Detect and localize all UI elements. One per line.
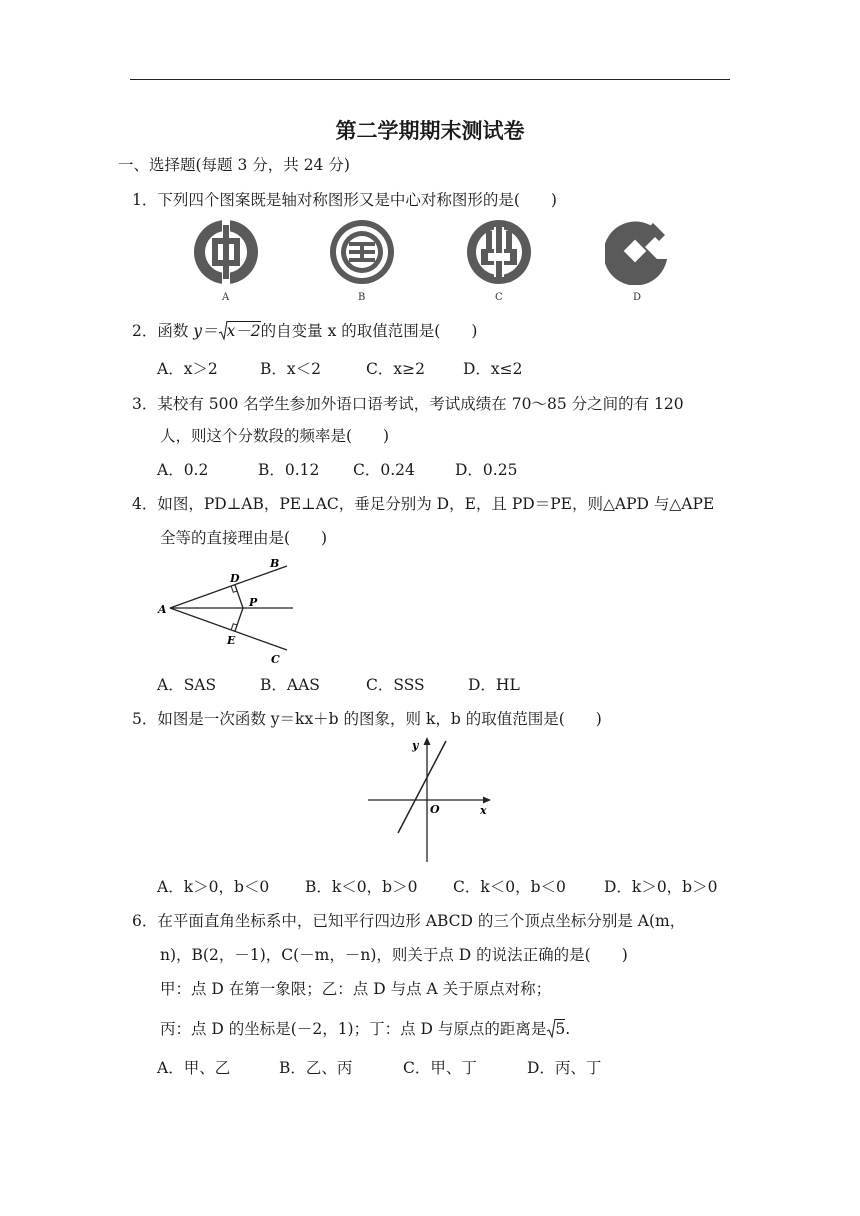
q4-label-c: C <box>271 653 280 666</box>
q4-label-a: A <box>158 603 167 616</box>
logo-c-label: C <box>495 292 503 303</box>
q2-stem-pre: 2．函数 <box>132 322 194 340</box>
q2-stem-post: 的自变量 x 的取值范围是( ) <box>260 322 478 340</box>
q5-option-b: B．k＜0，b＞0 <box>305 878 418 896</box>
q6-line2: n)，B(2，－1)，C(－m，－n)，则关于点 D 的说法正确的是( ) <box>160 946 628 964</box>
q4-option-d: D．HL <box>468 676 520 694</box>
logo-a <box>193 219 259 285</box>
q6-option-a: A．甲、乙 <box>157 1059 231 1077</box>
q2-option-b: B．x＜2 <box>260 360 321 378</box>
q2-func: y＝ <box>193 322 218 340</box>
q6-line4-post: . <box>565 1020 571 1038</box>
q4-option-a: A．SAS <box>157 676 217 694</box>
q6-radicand: 5 <box>555 1020 566 1038</box>
q5-label-y: y <box>412 739 419 752</box>
q4-options <box>157 674 520 696</box>
q3-line2: 人，则这个分数段的频率是( ) <box>160 427 390 445</box>
q6-line1: 6．在平面直角坐标系中，已知平行四边形 ABCD 的三个顶点坐标分别是 A(m， <box>132 912 686 930</box>
q2-option-c: C．x≥2 <box>366 360 425 378</box>
q6-line4-pre: 丙：点 D 的坐标是(－2，1)；丁：点 D 与原点的距离是 <box>160 1020 547 1038</box>
q6-option-c: C．甲、丁 <box>403 1059 477 1077</box>
q2-options <box>157 358 523 380</box>
q6-option-b: B．乙、丙 <box>279 1059 353 1077</box>
page-title: 第二学期期末测试卷 <box>335 119 525 143</box>
logo-d <box>605 219 671 285</box>
q5-label-x: x <box>480 804 487 817</box>
q3-line1: 3．某校有 500 名学生参加外语口语考试，考试成绩在 70～85 分之间的有 120 <box>132 395 684 413</box>
q5-option-c: C．k＜0，b＜0 <box>453 878 566 896</box>
q2-option-d: D．x≤2 <box>463 360 523 378</box>
q4-label-e: E <box>227 634 236 647</box>
q5-stem: 5．如图是一次函数 y＝kx＋b 的图象，则 k，b 的取值范围是( ) <box>132 710 602 728</box>
logo-b-label: B <box>358 292 366 303</box>
q6-line3: 甲：点 D 在第一象限；乙：点 D 与点 A 关于原点对称； <box>160 980 552 998</box>
header-rule <box>130 79 730 80</box>
logo-a-label: A <box>222 292 230 303</box>
q5-option-a: A．k＞0，b＜0 <box>157 878 270 896</box>
q1-stem: 1．下列四个图案既是轴对称图形又是中心对称图形的是( ) <box>132 191 557 209</box>
q4-line1: 4．如图，PD⊥AB，PE⊥AC，垂足分别为 D，E，且 PD＝PE，则△APD 与△APE <box>132 495 715 513</box>
q6-sqrt <box>546 1018 565 1040</box>
q4-option-b: B．AAS <box>260 676 320 694</box>
section-heading: 一、选择题(每题 3 分，共 24 分) <box>118 156 350 174</box>
q2-option-a: A．x＞2 <box>157 360 218 378</box>
q5-options <box>157 876 717 898</box>
q4-label-b: B <box>270 557 280 570</box>
q2-stem <box>132 320 477 342</box>
q6-line4 <box>160 1018 570 1040</box>
logo-b <box>329 219 395 285</box>
q4-label-p: P <box>249 596 258 609</box>
q3-option-b: B．0.12 <box>258 461 320 479</box>
q5-figure <box>362 734 497 864</box>
q5-option-d: D．k＞0，b＞0 <box>604 878 718 896</box>
q6-options <box>157 1057 601 1079</box>
q2-sqrt <box>218 320 261 342</box>
q3-option-d: D．0.25 <box>455 461 518 479</box>
q4-line2: 全等的直接理由是( ) <box>160 529 328 547</box>
q3-option-c: C．0.24 <box>353 461 415 479</box>
q3-option-a: A．0.2 <box>157 461 209 479</box>
q4-label-d: D <box>230 572 240 585</box>
q3-options <box>157 459 517 481</box>
q2-radicand: x－2 <box>226 322 261 340</box>
q5-label-o: O <box>430 803 440 816</box>
q4-option-c: C．SSS <box>366 676 425 694</box>
logo-d-label: D <box>633 292 642 303</box>
logo-c <box>466 219 532 285</box>
q6-option-d: D．丙、丁 <box>527 1059 602 1077</box>
q4-figure <box>155 556 300 668</box>
